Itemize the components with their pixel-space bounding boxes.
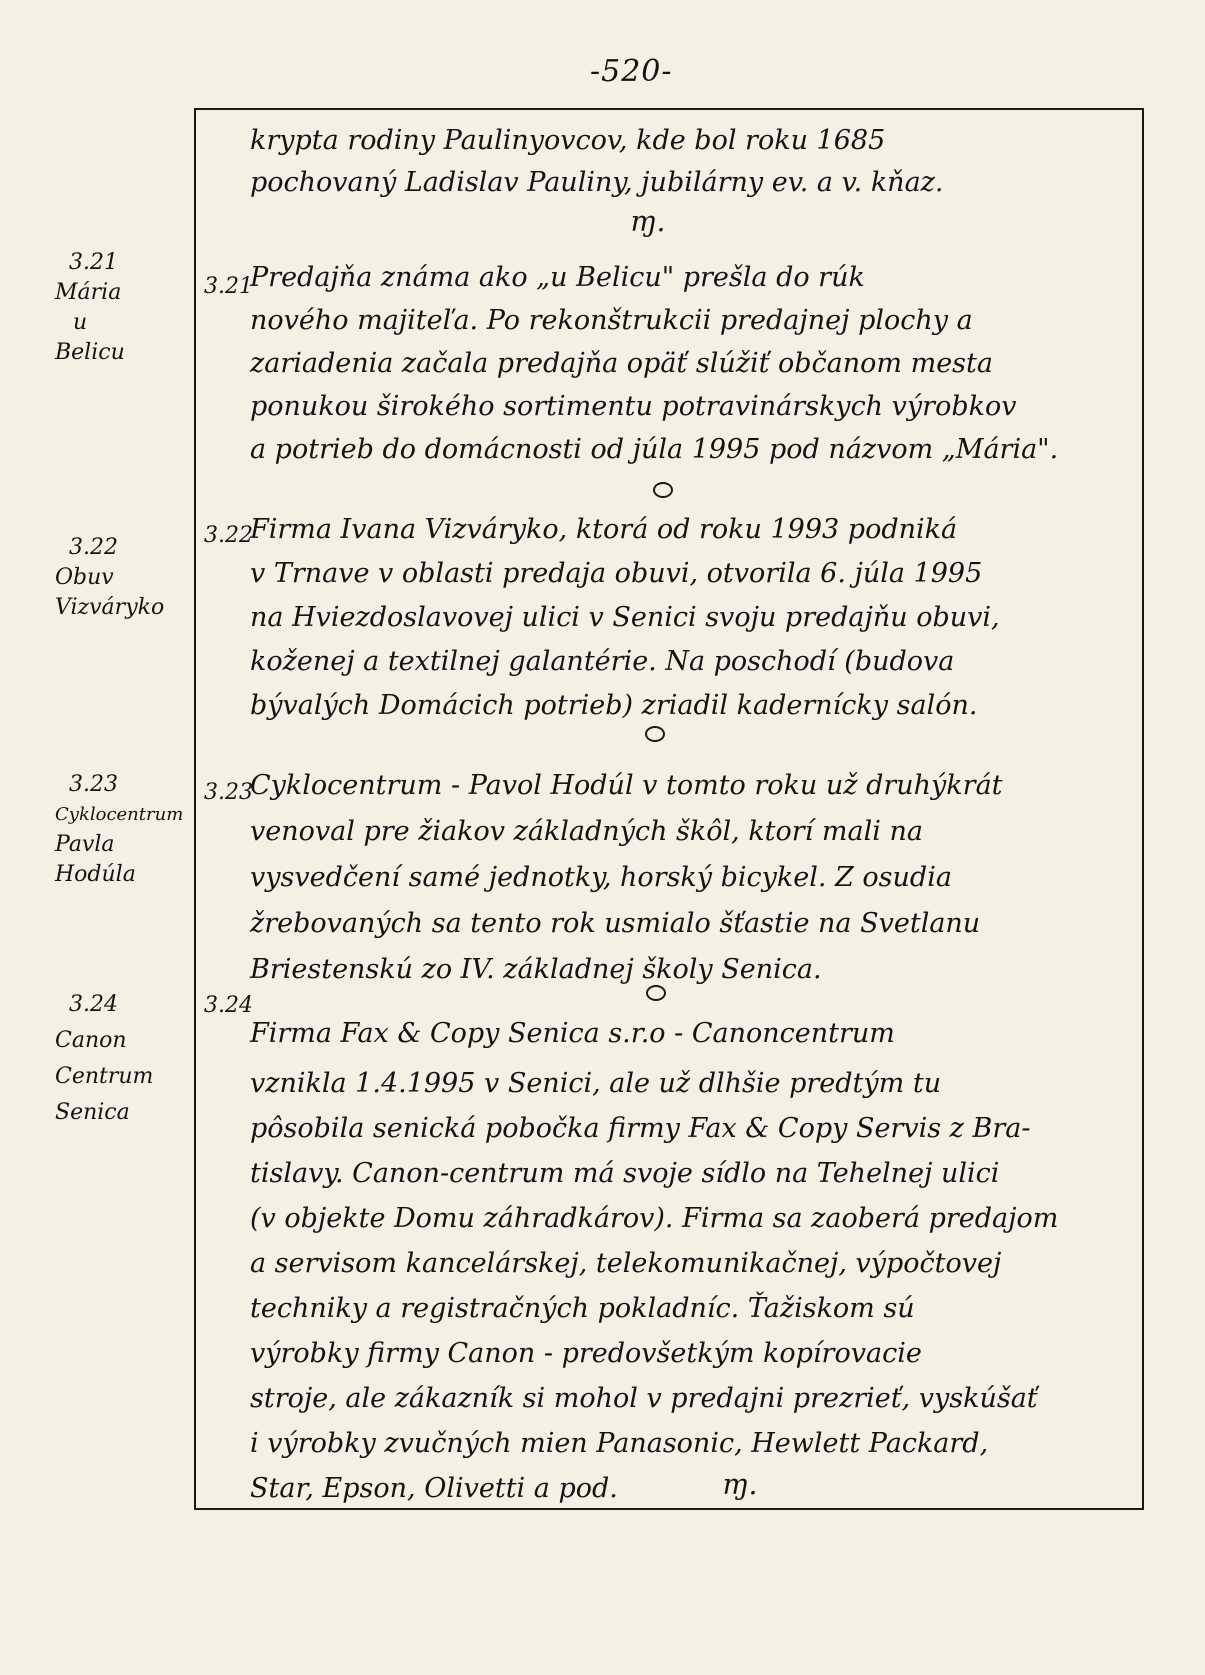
section-line: vznikla 1.4.1995 v Senici, ale už dlhšie predtým tu [250, 1068, 942, 1099]
margin-note-3-22: 3.22 Obuv Vizváryko [55, 535, 165, 620]
section-line: v Trnave v oblasti predaja obuvi, otvorila 6. júla 1995 [250, 558, 983, 589]
section-line: tislavy. Canon-centrum má svoje sídlo na Tehelnej ulici [250, 1158, 1000, 1189]
section-line: a potrieb do domácnosti od júla 1995 pod názvom „Mária". [250, 434, 1059, 465]
margin-note-3-24: 3.24 Canon Centrum Senica [55, 992, 154, 1125]
section-line: zariadenia začala predajňa opäť slúžiť občanom mesta [250, 348, 993, 379]
section-line: stroje, ale zákazník si mohol v predajni prezrieť, vyskúšať [250, 1383, 1038, 1414]
intro-line: pochovaný Ladislav Pauliny, jubilárny ev. a v. kňaz. [250, 167, 944, 198]
section-line: Star, Epson, Olivetti a pod. [250, 1473, 618, 1504]
circle-mark [653, 482, 673, 498]
section-number: 3.21 [204, 274, 253, 299]
section-line: pôsobila senická pobočka firmy Fax & Copy Servis z Bra- [250, 1113, 1031, 1144]
section-line: žrebovaných sa tento rok usmialo šťastie na Svetlanu [250, 908, 981, 939]
intro-line: krypta rodiny Paulinyovcov, kde bol roku 1685 [250, 125, 886, 156]
circle-mark [645, 726, 665, 742]
circle-mark [646, 985, 666, 1001]
section-number: 3.23 [204, 780, 253, 805]
signature-mark: ɱ. [722, 1468, 758, 1501]
signature-mark: ɱ. [630, 205, 666, 238]
section-line: techniky a registračných pokladníc. Ťažiskom sú [250, 1293, 915, 1324]
section-line: Firma Fax & Copy Senica s.r.o - Canoncentrum [250, 1018, 895, 1049]
section-line: Predajňa známa ako „u Belicu" prešla do rúk [250, 262, 865, 293]
page-number: -520- [590, 54, 673, 89]
section-line: a servisom kancelárskej, telekomunikačnej, výpočtovej [250, 1248, 1002, 1279]
section-number: 3.24 [204, 993, 253, 1018]
section-line: na Hviezdoslavovej ulici v Senici svoju predajňu obuvi, [250, 602, 1000, 633]
section-line: výrobky firmy Canon - predovšetkým kopírovacie [250, 1338, 922, 1369]
section-line: Firma Ivana Vizváryko, ktorá od roku 1993 podniká [250, 514, 958, 545]
section-line: nového majiteľa. Po rekonštrukcii predajnej plochy a [250, 305, 973, 336]
section-line: i výrobky zvučných mien Panasonic, Hewlett Packard, [250, 1428, 989, 1459]
section-line: koženej a textilnej galantérie. Na poschodí (budova [250, 646, 955, 677]
margin-note-3-23: 3.23 Cyklocentrum Pavla Hodúla [55, 772, 184, 887]
section-line: vysvedčení samé jednotky, horský bicykel. Z osudia [250, 862, 952, 893]
section-line: venoval pre žiakov základných škôl, ktorí mali na [250, 816, 923, 847]
section-number: 3.22 [204, 523, 253, 548]
section-line: (v objekte Domu záhradkárov). Firma sa zaoberá predajom [250, 1203, 1059, 1234]
margin-note-3-21: 3.21 Mária u Belicu [55, 250, 125, 365]
section-line: Cyklocentrum - Pavol Hodúl v tomto roku už druhýkrát [250, 770, 1003, 801]
section-line: bývalých Domácich potrieb) zriadil kadernícky salón. [250, 690, 978, 721]
section-line: ponukou širokého sortimentu potravinárskych výrobkov [250, 391, 1017, 422]
section-line: Briestenskú zo IV. základnej školy Senica. [250, 954, 822, 985]
